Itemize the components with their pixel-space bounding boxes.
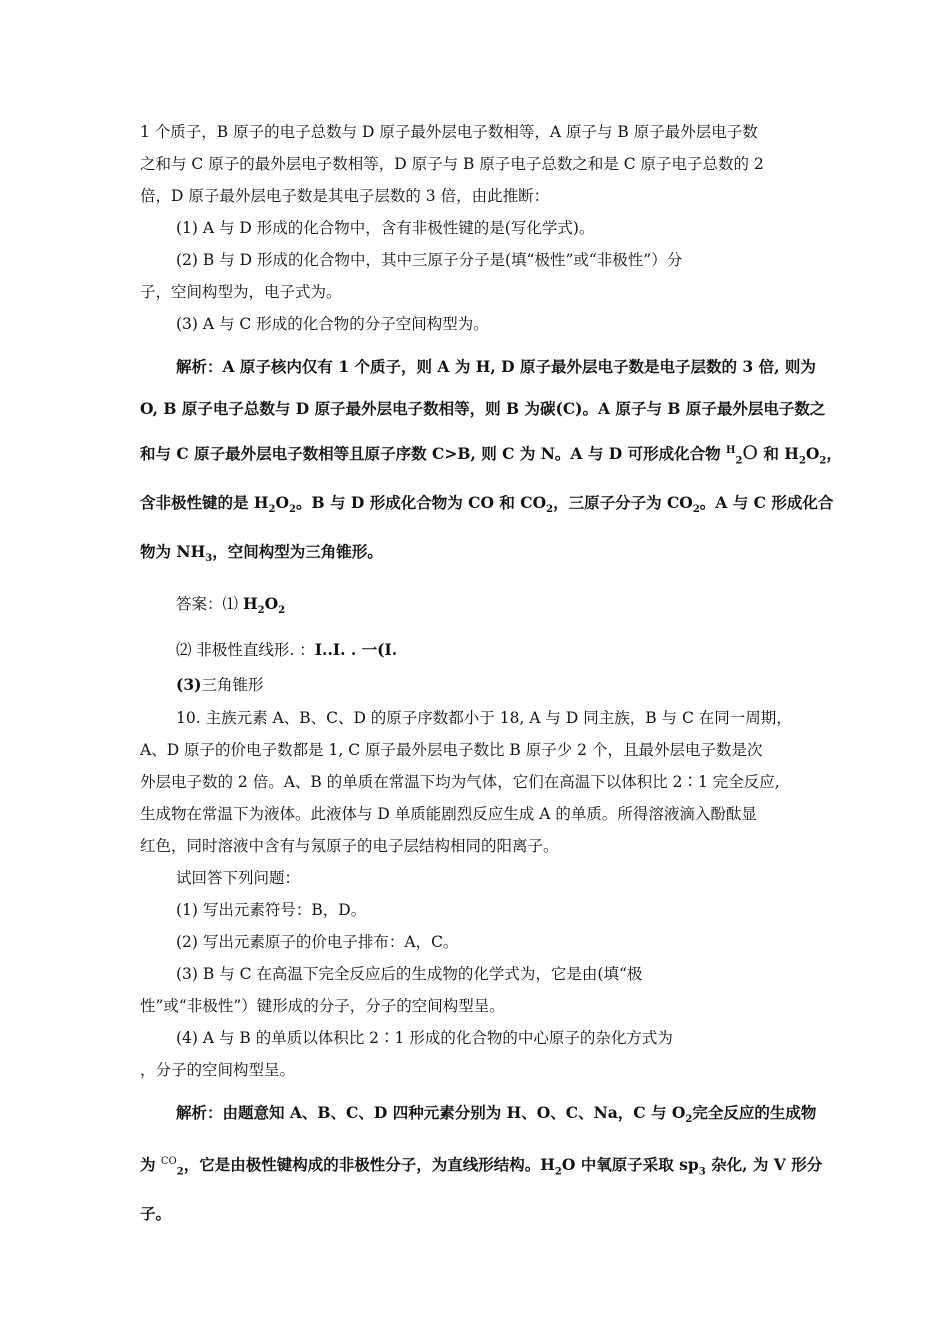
q9-part-2-line-2: 子，空间构型为，电子式为。: [140, 283, 342, 301]
q10-part-4-line-1: (4) A 与 B 的单质以体积比 2∶1 形成的化合物的中心原子的杂化方式为: [176, 1028, 673, 1047]
q9-part-2-line-1: (2) B 与 D 形成的化合物中，其中三原子分子是(填“极性”或“非极性”）分: [176, 251, 683, 269]
q9-continuation-line-3: 倍，D 原子最外层电子数是其电子层数的 3 倍，由此推断：: [140, 187, 550, 205]
q9-continuation-line-1: 1 个质子，B 原子的电子总数与 D 原子最外层电子数相等，A 原子与 B 原子最外层电子数: [140, 123, 758, 141]
analysis-10-line-1: 解析：由题意知 A、B、C、D 四种元素分别为 H、O、C、Na，C 与 $O_2$完全反应的生成物: [176, 1102, 817, 1125]
q10-part-3-line-2: 性”或“非极性”）键形成的分子，分子的空间构型呈。: [140, 996, 505, 1015]
answer-9-part-1: 答案：⑴ $H_2O_2$: [176, 594, 286, 617]
analysis-10-line-2: 为 $^{CO}_2$，它是由极性键构成的非极性分子，为直线形结构。$H_2O$ 中氧原子采取 $sp_3$ 杂化, 为 V 形分: [140, 1154, 823, 1177]
q10-part-1: (1) 写出元素符号：B，D。: [176, 900, 367, 919]
q10-intro: 试回答下列问题：: [176, 868, 301, 887]
q9-part-1: (1) A 与 D 形成的化合物中，含有非极性键的是(写化学式)。: [176, 219, 595, 237]
question-10: [140, 702, 810, 1086]
q10-line-1: 10. 主族元素 A、B、C、D 的原子序数都小于 18, A 与 D 同主族，B 与 C 在同一周期，: [176, 708, 792, 727]
q10-line-4: 生成物在常温下为液体。此液体与 D 单质能剧烈反应生成 A 的单质。所得溶液滴入酚酞显: [140, 804, 757, 823]
analysis-9-line-5: 物为 $NH_3$，空间构型为三角锥形。: [140, 542, 383, 565]
q10-line-5: 红色，同时溶液中含有与氖原子的电子层结构相同的阳离子。: [140, 836, 559, 855]
q10-part-2: (2) 写出元素原子的价电子排布：A，C。: [176, 932, 459, 951]
q10-part-4-line-2: ，分子的空间构型呈。: [140, 1060, 296, 1079]
q10-part-3-line-1: (3) B 与 C 在高温下完全反应后的生成物的化学式为，它是由(填“极: [176, 964, 643, 983]
analysis-9-line-3: 和与 C 原子最外层电子数相等且原子序数 C>B, 则 C 为 N。A 与 D 可形成化合物 $^H_2$O 和 $H_2O_2$，: [140, 442, 842, 467]
analysis-9-line-1: 解析：A 原子核内仅有 1 个质子，则 A 为 H, D 原子最外层电子数是电子层数的 3 倍, 则为: [176, 357, 816, 376]
answer-9-part-3: (3)三角锥形: [176, 674, 264, 694]
q9-part-3: (3) A 与 C 形成的化合物的分子空间构型为。: [176, 315, 489, 333]
analysis-10: [140, 1092, 823, 1235]
analysis-9: [140, 346, 842, 580]
analysis-9-line-4: 含非极性键的是 $H_2O_2$。B 与 D 形成化合物为 CO 和 $CO_2$，三原子分子为 $CO_2$。A 与 C 形成化合: [140, 493, 834, 516]
answer-9-part-2: ⑵ 非极性直线形. ：I..I. . 一(I.: [176, 639, 398, 659]
q10-line-3: 外层电子数的 2 倍。A、B 的单质在常温下均为气体，它们在高温下以体积比 2∶1 完全反应,: [140, 772, 780, 791]
analysis-9-line-2: O, B 原子电子总数与 D 原子最外层电子数相等，则 B 为碳(C)。A 原子与 B 原子最外层电子数之: [140, 399, 826, 418]
q10-line-2: A、D 原子的价电子数都是 1, C 原子最外层电子数比 B 原子少 2 个，且最外层电子数是次: [140, 740, 763, 759]
analysis-10-line-3: 子。: [140, 1203, 172, 1223]
answer-9: [140, 584, 810, 701]
q9-continuation-line-2: 之和与 C 原子的最外层电子数相等，D 原子与 B 原子电子总数之和是 C 原子电子总数的 2: [140, 155, 764, 173]
